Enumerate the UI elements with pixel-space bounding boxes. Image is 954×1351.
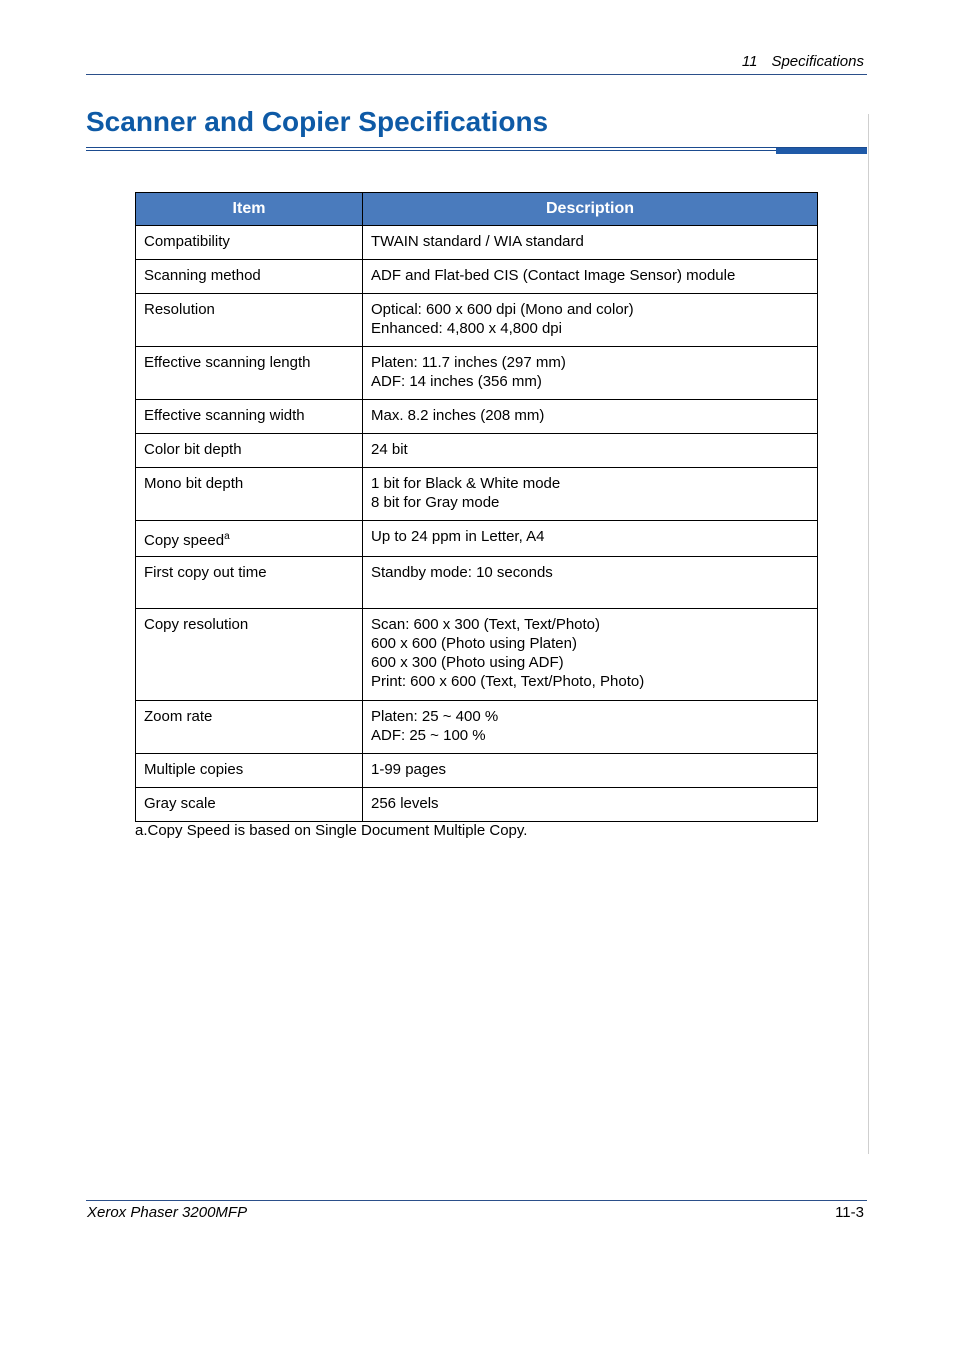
spec-description-cell: ADF and Flat-bed CIS (Contact Image Sensor) module bbox=[363, 260, 818, 294]
spec-item-cell bbox=[136, 347, 363, 400]
spec-table bbox=[135, 192, 818, 822]
spec-item-label: Effective scanning width bbox=[144, 407, 305, 424]
footer-divider bbox=[86, 1200, 867, 1201]
spec-description-cell: 1-99 pages bbox=[363, 754, 818, 788]
title-divider-tab bbox=[776, 148, 867, 154]
spec-description-cell: TWAIN standard / WIA standard bbox=[363, 226, 818, 260]
spec-item-cell bbox=[136, 788, 363, 822]
table-row bbox=[136, 788, 818, 822]
footer-product-name: Xerox Phaser 3200MFP bbox=[87, 1204, 248, 1221]
header-divider bbox=[86, 74, 867, 75]
spec-item-label: Compatibility bbox=[144, 233, 230, 250]
table-row bbox=[136, 347, 818, 400]
table-footnote: a.Copy Speed is based on Single Document Multiple Copy. bbox=[135, 822, 528, 839]
spec-item-label: Copy speed bbox=[144, 532, 225, 549]
table-row bbox=[136, 754, 818, 788]
spec-item-cell bbox=[136, 260, 363, 294]
column-header-description: Description bbox=[363, 193, 818, 226]
spec-description-cell: Platen: 11.7 inches (297 mm) ADF: 14 inches (356 mm) bbox=[363, 347, 818, 400]
spec-description-cell: 24 bit bbox=[363, 434, 818, 468]
table-row bbox=[136, 521, 818, 557]
spec-description-cell: Scan: 600 x 300 (Text, Text/Photo) 600 x 600 (Photo using Platen) 600 x 300 (Photo using ADF) Print: 600 x 600 (Text, Text/Photo, Photo) bbox=[363, 609, 818, 701]
chapter-title: Specifications bbox=[771, 53, 864, 70]
spec-item-label: Copy resolution bbox=[144, 616, 249, 633]
table-header-row bbox=[136, 193, 818, 226]
table-row bbox=[136, 557, 818, 609]
spec-item-label: Effective scanning length bbox=[144, 354, 311, 371]
spec-description-cell: Optical: 600 x 600 dpi (Mono and color) Enhanced: 4,800 x 4,800 dpi bbox=[363, 294, 818, 347]
spec-item-cell bbox=[136, 294, 363, 347]
table-row bbox=[136, 294, 818, 347]
spec-item-cell bbox=[136, 226, 363, 260]
spec-item-cell bbox=[136, 468, 363, 521]
spec-description-cell: 1 bit for Black & White mode 8 bit for Gray mode bbox=[363, 468, 818, 521]
spec-item-cell bbox=[136, 400, 363, 434]
spec-item-label: Gray scale bbox=[144, 795, 216, 812]
spec-item-cell bbox=[136, 434, 363, 468]
table-row bbox=[136, 609, 818, 701]
table-row bbox=[136, 701, 818, 754]
spec-item-label: Resolution bbox=[144, 301, 215, 318]
spec-item-label: First copy out time bbox=[144, 564, 267, 581]
spec-item-cell bbox=[136, 701, 363, 754]
spec-description-cell: Up to 24 ppm in Letter, A4 bbox=[363, 521, 818, 557]
spec-description-cell: 256 levels bbox=[363, 788, 818, 822]
page-title: Scanner and Copier Specifications bbox=[86, 106, 549, 137]
spec-item-label: Color bit depth bbox=[144, 441, 242, 458]
spec-table-body bbox=[136, 226, 818, 822]
footer-page-number: 11-3 bbox=[835, 1204, 864, 1221]
table-row bbox=[136, 400, 818, 434]
title-divider bbox=[86, 147, 867, 148]
column-header-item: Item bbox=[136, 193, 363, 226]
table-row bbox=[136, 260, 818, 294]
table-row bbox=[136, 434, 818, 468]
spec-description-cell: Max. 8.2 inches (208 mm) bbox=[363, 400, 818, 434]
spec-item-cell bbox=[136, 557, 363, 609]
title-divider-second bbox=[86, 150, 867, 151]
chapter-number: 11 bbox=[741, 53, 758, 70]
table-row bbox=[136, 226, 818, 260]
spec-item-label: Scanning method bbox=[144, 267, 261, 284]
spec-description-cell: Standby mode: 10 seconds bbox=[363, 557, 818, 609]
right-margin-rule bbox=[868, 114, 869, 1154]
spec-item-label: Mono bit depth bbox=[144, 475, 244, 492]
footnote-marker: a bbox=[224, 531, 230, 542]
running-header bbox=[742, 53, 864, 70]
spec-item-cell bbox=[136, 609, 363, 701]
spec-item-label: Multiple copies bbox=[144, 761, 244, 778]
spec-item-cell bbox=[136, 754, 363, 788]
table-row bbox=[136, 468, 818, 521]
spec-item-label: Zoom rate bbox=[144, 708, 213, 725]
spec-item-cell bbox=[136, 521, 363, 557]
spec-description-cell: Platen: 25 ~ 400 % ADF: 25 ~ 100 % bbox=[363, 701, 818, 754]
